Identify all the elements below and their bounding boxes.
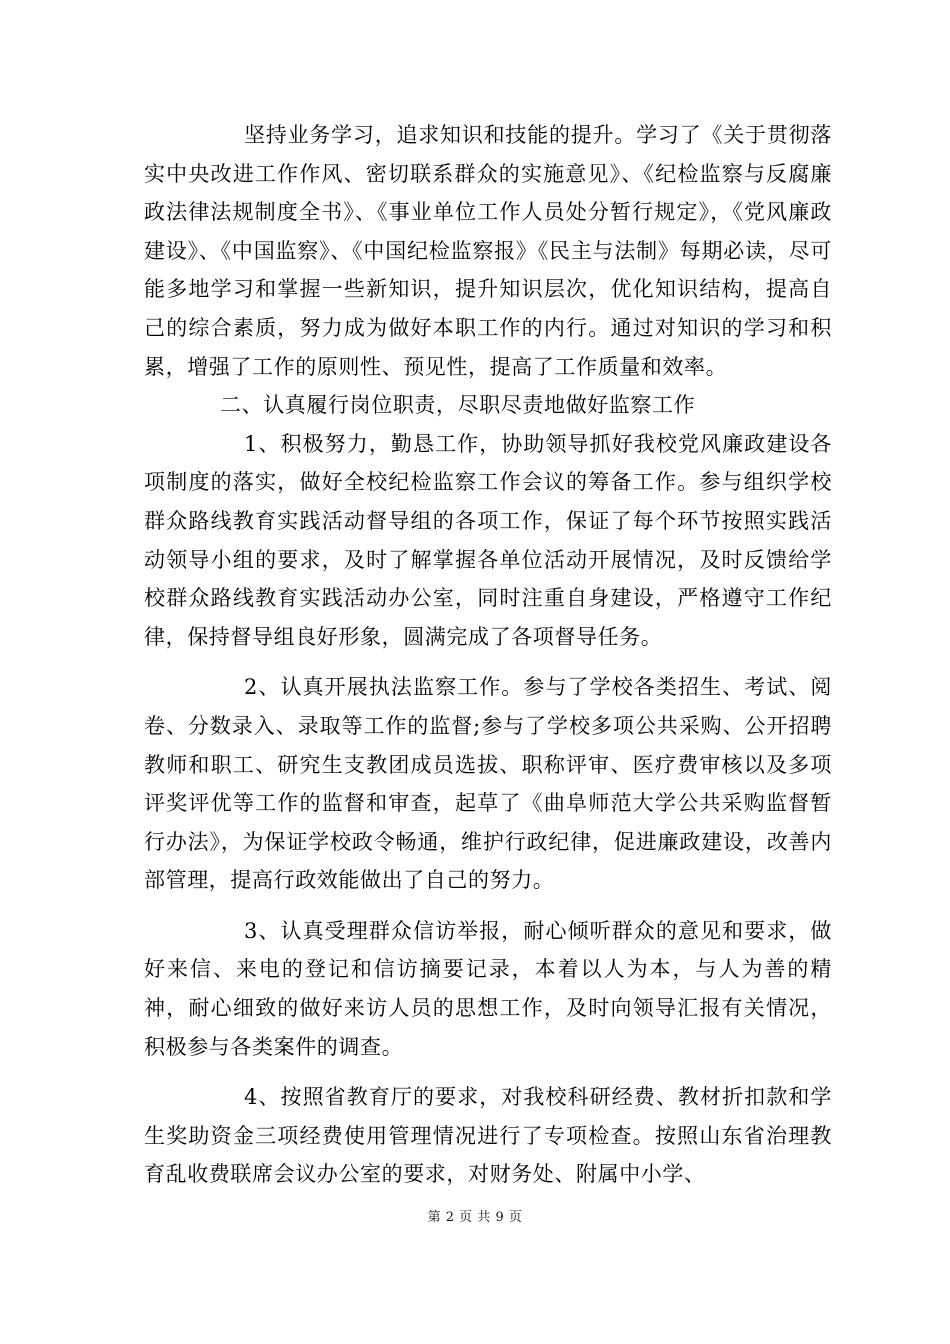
paragraph-item-1: 1、积极努力，勤恳工作，协助领导抓好我校党风廉政建设各项制度的落实，做好全校纪检监察工作会议的筹备工作。参与组织学校群众路线教育实践活动督导组的各项工作，保证了每个环节按照实践活动领导小组的要求，及时了解掌握各单位活动开展情况，及时反馈给学校群众路线教育实践活动办公室，同时注重自身建设，严格遵守工作纪律，保持督导组良好形象，圆满完成了各项督导任务。: [144, 431, 832, 649]
paragraph-study: 坚持业务学习，追求知识和技能的提升。学习了《关于贯彻落实中央改进工作作风、密切联系群众的实施意见》、《纪检监察与反腐廉政法律法规制度全书》、《事业单位工作人员处分暂行规定》，《党风廉政建设》、《中国监察》、《中国纪检监察报》《民主与法制》每期必读，尽可能多地学习和掌握一些新知识，提升知识层次，优化知识结构，提高自己的综合素质，努力成为做好本职工作的内行。通过对知识的学习和积累，增强了工作的原则性、预见性，提高了工作质量和效率。: [144, 123, 832, 379]
page-number-footer: 第 2 页 共 9 页: [427, 1210, 523, 1225]
document-body: [144, 116, 832, 1194]
paragraph-item-4: 4、按照省教育厅的要求，对我校科研经费、教材折扣款和学生奖助资金三项经费使用管理情况进行了专项检查。按照山东省治理教育乱收费联席会议办公室的要求，对财务处、附属中小学、: [144, 1085, 832, 1187]
section-heading-duties: 二、认真履行岗位职责，尽职尽责地做好监察工作: [220, 393, 696, 418]
paragraph-item-3: 3、认真受理群众信访举报，耐心倾听群众的意见和要求，做好来信、来电的登记和信访摘要记录，本着以人为本，与人为善的精神，耐心细致的做好来访人员的思想工作，及时向领导汇报有关情况，积极参与各类案件的调查。: [144, 918, 832, 1059]
paragraph-item-2: 2、认真开展执法监察工作。参与了学校各类招生、考试、阅卷、分数录入、录取等工作的监督;参与了学校多项公共采购、公开招聘教师和职工、研究生支教团成员选拔、职称评审、医疗费审核以及多项评奖评优等工作的监督和审查，起草了《曲阜师范大学公共采购监督暂行办法》，为保证学校政令畅通，维护行政纪律，促进廉政建设，改善内部管理，提高行政效能做出了自己的努力。: [144, 675, 832, 893]
